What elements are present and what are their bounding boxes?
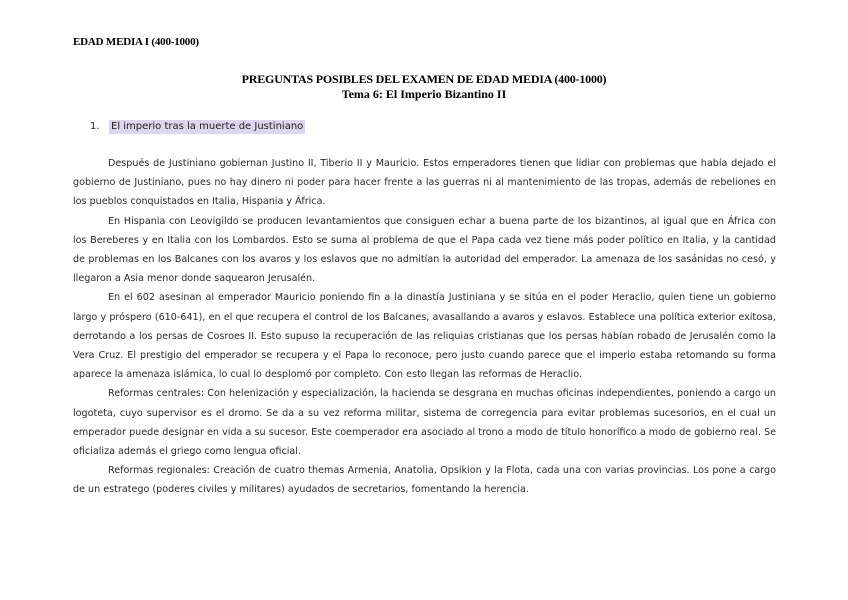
running-header: EDAD MEDIA I (400-1000) xyxy=(73,36,199,48)
document-title: PREGUNTAS POSIBLES DEL EXAMEN DE EDAD MEDIA (400-1000) xyxy=(241,72,607,86)
section-heading xyxy=(90,121,305,132)
section-number: 1. xyxy=(90,121,100,132)
paragraph: En el 602 asesinan al emperador Mauricio poniendo fin a la dinastía Justiniana y se sitúa en el poder Heraclio, quien tiene un gobierno largo y próspero (610-641), en el que recupera el control de los Balcanes, avasallando a avaros y eslavos. Establece una política exterior exitosa, derrotando a los persas de Cosroes II. Esto supuso la recuperación de las reliquias cristianas que los persas habían robado de Jerusalén como la Vera Cruz. El prestigio del emperador se recupera y el Papa lo reconoce, pero justo cuando parece que el imperio estaba retomando su forma aparece la amenaza islámica, lo cual lo desplomó por completo. Con esto llegan las reformas de Heraclio. xyxy=(73,292,776,381)
paragraph: Reformas regionales: Creación de cuatro themas Armenia, Anatolia, Opsikion y la Flota, cada una con varias provincias. Los pone a cargo de un estratego (poderes civiles y militares) ayudados de secretarios, fomentando la herencia. xyxy=(73,465,776,496)
document-subtitle: Tema 6: El Imperio Bizantino II xyxy=(341,87,507,101)
paragraph: Después de Justiniano gobiernan Justino II, Tiberio II y Mauricio. Estos emperadores tienen que lidiar con problemas que había dejado el gobierno de Justiniano, pues no hay dinero ni poder para hacer frente a las guerras ni al mantenimiento de las tropas, además de rebeliones en los pueblos conquistados en Italia, Hispania y África. xyxy=(73,158,776,208)
title-block xyxy=(0,72,848,102)
paragraph: En Hispania con Leovigildo se producen levantamientos que consiguen echar a buena parte de los bizantinos, al igual que en África con los Bereberes y en Italia con los Lombardos. Esto se suma al problema de que el Papa cada vez tiene más poder político en Italia, y la cantidad de problemas en los Balcanes con los avaros y los eslavos que no admitían la autoridad del emperador. La amenaza de los sasánidas no cesó, y llegaron a Asia menor donde saquearon Jerusalén. xyxy=(73,215,776,285)
paragraph: Reformas centrales: Con helenización y especialización, la hacienda se desgrana en muchas oficinas independientes, poniendo a cargo un logoteta, cuyo supervisor es el dromo. Se da a su vez reforma militar, sistema de corregencia para evitar problemas sucesorios, en el cual un emperador puede designar en vida a su sucesor. Este coemperador era asociado al trono a modo de título honorífico a modo de gobierno real. Se oficializa además el griego como lengua oficial. xyxy=(73,388,776,458)
body-text xyxy=(73,154,776,500)
section-heading-text: El imperio tras la muerte de Justiniano xyxy=(111,121,304,132)
